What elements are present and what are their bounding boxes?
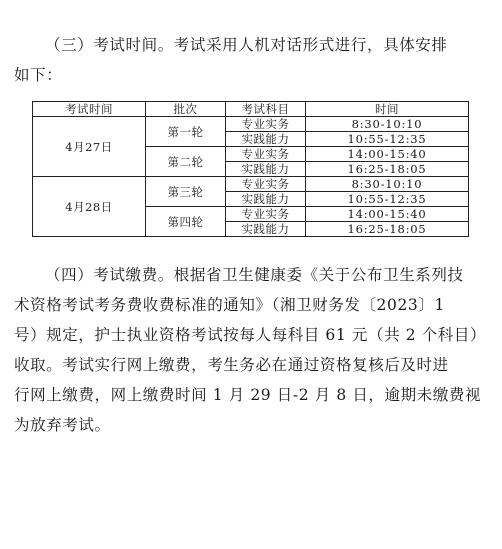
time-cell: 16:25-18:05 (306, 162, 469, 177)
subject-cell: 实践能力 (226, 162, 306, 177)
batch-cell: 第三轮 (146, 177, 226, 207)
subject-cell: 实践能力 (226, 132, 306, 147)
date-cell: 4月27日 (33, 117, 146, 177)
table-row (33, 177, 469, 192)
date-cell: 4月28日 (33, 177, 146, 237)
subject-cell: 专业实务 (226, 117, 306, 132)
subject-cell: 实践能力 (226, 222, 306, 237)
header-subject: 考试科目 (226, 102, 306, 117)
section-4-line-3: 号）规定，护士执业资格考试按每人每科目 61 元（共 2 个科目） (14, 326, 487, 344)
time-cell: 14:00-15:40 (306, 147, 469, 162)
batch-cell: 第一轮 (146, 117, 226, 147)
section-4-line-1: （四）考试缴费。根据省卫生健康委《关于公布卫生系列技 (45, 266, 464, 284)
header-time: 时间 (306, 102, 469, 117)
section-4-line-5: 行网上缴费，网上缴费时间 1 月 29 日-2 月 8 日，逾期未缴费视 (14, 386, 482, 404)
batch-cell: 第二轮 (146, 147, 226, 177)
section-4-line-4: 收取。考试实行网上缴费，考生务必在通过资格复核后及时进 (14, 356, 449, 374)
time-cell: 8:30-10:10 (306, 117, 469, 132)
subject-cell: 专业实务 (226, 147, 306, 162)
section-4-line-6: 为放弃考试。 (14, 416, 111, 434)
exam-schedule-table (32, 101, 469, 237)
time-cell: 16:25-18:05 (306, 222, 469, 237)
header-exam-date: 考试时间 (33, 102, 146, 117)
time-cell: 10:55-12:35 (306, 132, 469, 147)
section-4-exam-fee (14, 260, 490, 440)
subject-cell: 专业实务 (226, 177, 306, 192)
batch-cell: 第四轮 (146, 207, 226, 237)
subject-cell: 专业实务 (226, 207, 306, 222)
table-row (33, 117, 469, 132)
time-cell: 14:00-15:40 (306, 207, 469, 222)
section-4-line-2: 术资格考试考务费收费标准的通知》（湘卫财务发〔2023〕1 (14, 296, 445, 314)
table-header-row (33, 102, 469, 117)
time-cell: 8:30-10:10 (306, 177, 469, 192)
header-batch: 批次 (146, 102, 226, 117)
section-3-exam-time (14, 30, 490, 90)
section-3-line-2: 如下： (14, 66, 63, 84)
section-3-line-1: （三）考试时间。考试采用人机对话形式进行，具体安排 (45, 36, 448, 54)
subject-cell: 实践能力 (226, 192, 306, 207)
time-cell: 10:55-12:35 (306, 192, 469, 207)
